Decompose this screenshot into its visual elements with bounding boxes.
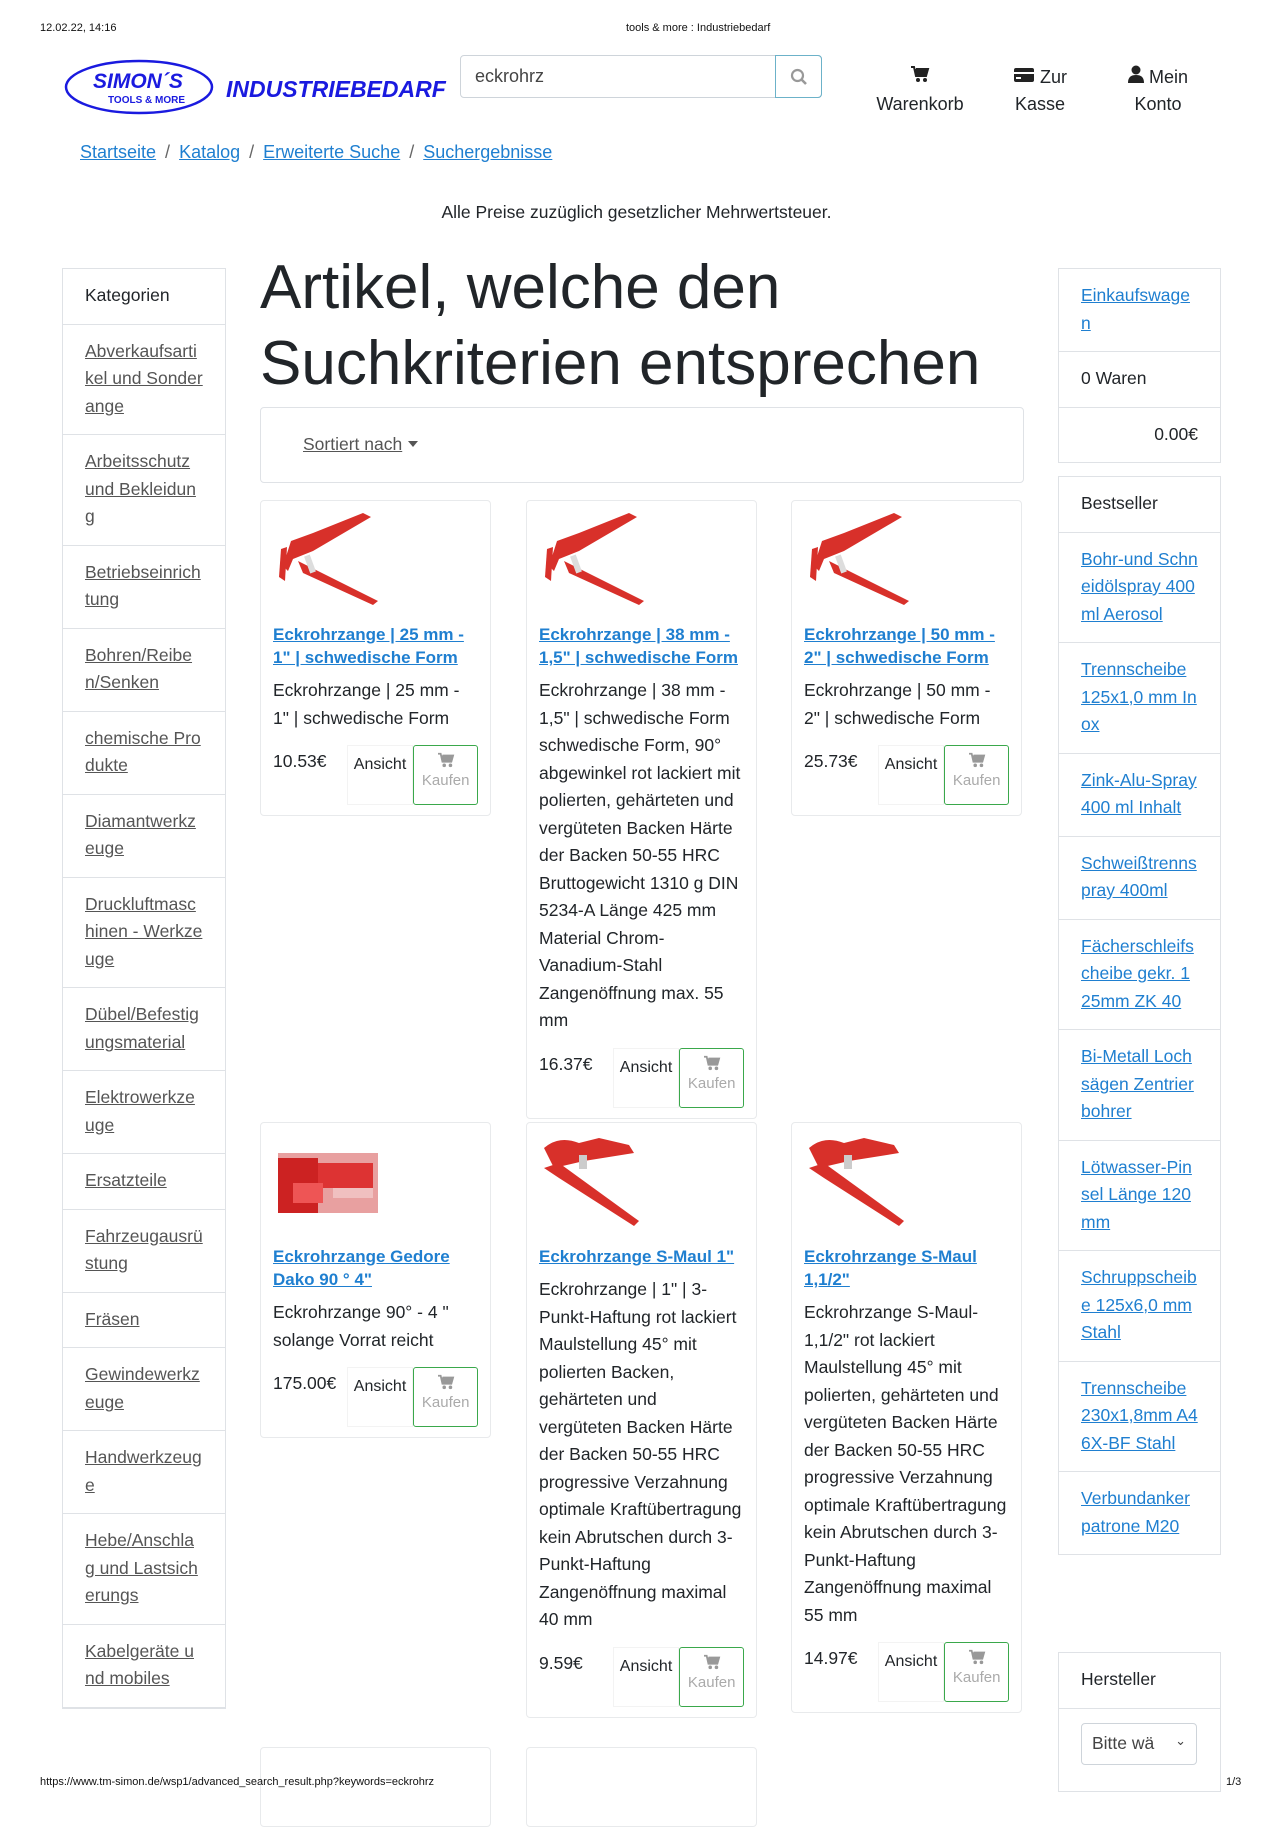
category-link[interactable]: Diamantwerkzeuge — [85, 810, 196, 858]
sidebar-item — [63, 1154, 225, 1210]
cart-icon — [703, 1654, 721, 1670]
product-image — [804, 511, 914, 606]
bestseller-link[interactable]: Trennscheibe 125x1,0 mm Inox — [1081, 659, 1197, 734]
sidebar-item — [63, 1210, 225, 1293]
product-description: Eckrohrzange S-Maul-1,1/2" rot lackiert Maulstellung 45° mit polierten, gehärteten und vergüteten Backen Härte der Backen 50-55 HRC progressive Verzahnung optimale Kraftübertragung kein Abrutschen durch 3-Punkt-Haftung Zangenöffnung maximal 55 mm — [804, 1302, 1007, 1625]
cart-icon — [703, 1055, 721, 1071]
view-button[interactable]: Ansicht — [347, 745, 414, 805]
buy-button[interactable] — [413, 745, 478, 805]
buy-button[interactable] — [679, 1647, 744, 1707]
product-price: 9.59€ — [539, 1652, 583, 1673]
print-datetime: 12.02.22, 14:16 — [40, 22, 117, 34]
svg-text:TOOLS & MORE: TOOLS & MORE — [108, 95, 186, 106]
search-bar — [460, 55, 822, 98]
bestseller-item — [1059, 754, 1220, 837]
buy-label: Kaufen — [421, 1394, 470, 1411]
buy-button[interactable] — [944, 745, 1009, 805]
sidebar-item — [63, 546, 225, 629]
buy-label: Kaufen — [421, 772, 470, 789]
product-description: Eckrohrzange | 38 mm - 1,5" | schwedische Form schwedische Form, 90° abgewinkel rot lackiert mit polierten, gehärteten und vergüteten Backen Härte der Backen 50-55 HRC Bruttogewicht 1310 g DIN 5234-A Länge 425 mm Material Chrom-Vanadium-Stahl Zangenöffnung max. 55 mm — [539, 680, 741, 1030]
sidebar-item — [63, 878, 225, 989]
sidebar-item — [63, 988, 225, 1071]
category-link[interactable]: Dübel/Befestigungsmaterial — [85, 1004, 199, 1052]
category-header: Kategorien — [63, 269, 225, 325]
product-image — [273, 511, 383, 606]
caret-down-icon — [408, 441, 418, 447]
bestseller-item — [1059, 1251, 1220, 1362]
category-link[interactable]: Fräsen — [85, 1308, 140, 1329]
product-price: 16.37€ — [539, 1053, 593, 1074]
product-image-wrap[interactable] — [804, 1133, 1009, 1245]
product-title-link[interactable]: Eckrohrzange | 25 mm - 1" | schwedische Form — [273, 625, 464, 667]
bestseller-link[interactable]: Schweißtrennspray 400ml — [1081, 852, 1197, 900]
bestseller-item — [1059, 1030, 1220, 1141]
cart-total: 0.00€ — [1154, 423, 1198, 444]
category-link[interactable]: Kabelgeräte und mobiles — [85, 1640, 194, 1688]
cart-icon — [968, 752, 986, 768]
buy-button[interactable] — [944, 1642, 1009, 1702]
view-button[interactable]: Ansicht — [878, 1642, 945, 1702]
sidebar-item — [63, 1514, 225, 1625]
bestseller-item — [1059, 643, 1220, 754]
cart-label: Warenkorb — [876, 94, 964, 114]
breadcrumb-startseite[interactable]: Startseite — [80, 142, 157, 162]
svg-text:INDUSTRIEBEDARF: INDUSTRIEBEDARF — [226, 76, 446, 102]
product-image-wrap[interactable] — [539, 511, 744, 623]
bestseller-link[interactable]: Schruppscheibe 125x6,0 mm Stahl — [1081, 1267, 1197, 1342]
product-description: Eckrohrzange | 1" | 3-Punkt-Haftung rot lackiert Maulstellung 45° mit polierten Backen, gehärteten und vergüteten Backen Härte der Backen 50-55 HRC progressive Verzahnung optimale Kraftübertragung kein Abrutschen durch 3-Punkt-Haftung Zangenöffnung maximal 40 mm — [539, 1279, 742, 1629]
view-button[interactable]: Ansicht — [347, 1367, 414, 1427]
sidebar-item — [63, 712, 225, 795]
buy-label: Kaufen — [952, 772, 1001, 789]
bestseller-item — [1059, 1141, 1220, 1252]
bestseller-link[interactable]: Lötwasser-Pinsel Länge 120 mm — [1081, 1156, 1192, 1232]
product-card — [791, 500, 1022, 816]
cart-icon — [910, 65, 930, 83]
breadcrumb-katalog[interactable]: Katalog — [179, 142, 241, 162]
cart-count: 0 Waren — [1059, 352, 1220, 408]
product-image — [804, 1133, 914, 1228]
bestseller-item — [1059, 920, 1220, 1031]
sidebar-item — [63, 1293, 225, 1349]
buy-label: Kaufen — [687, 1673, 736, 1691]
bestseller-item — [1059, 837, 1220, 920]
manufacturer-header: Hersteller — [1059, 1653, 1220, 1709]
cart-nav-button[interactable] — [870, 64, 970, 118]
bestseller-item — [1059, 533, 1220, 644]
category-link[interactable]: Fahrzeugausrüstung — [85, 1225, 203, 1273]
bestseller-link[interactable]: Bi-Metall Lochsägen Zentrierbohrer — [1081, 1046, 1194, 1121]
product-description: Eckrohrzange 90° - 4 " solange Vorrat reicht — [273, 1302, 449, 1350]
sidebar-item — [63, 795, 225, 878]
product-card — [260, 1122, 491, 1438]
product-image — [273, 1133, 383, 1228]
sidebar-item — [63, 1071, 225, 1154]
buy-button[interactable] — [413, 1367, 478, 1427]
sidebar-item — [63, 435, 225, 546]
cart-link[interactable]: Einkaufswagen — [1081, 285, 1190, 333]
manufacturer-select[interactable] — [1081, 1723, 1197, 1765]
bestseller-link[interactable]: Fächerschleifscheibe gekr. 125mm ZK 40 — [1081, 935, 1194, 1011]
svg-text:SIMON´S: SIMON´S — [93, 70, 183, 93]
chevron-down-icon: ⌄ — [1175, 1732, 1186, 1748]
manufacturer-select-value: Bitte wä — [1092, 1732, 1155, 1753]
category-link[interactable]: Abverkaufsartikel und Sonderange — [85, 340, 203, 416]
product-title-link[interactable]: Eckrohrzange Gedore Dako 90 ° 4" — [273, 1247, 450, 1289]
product-price: 175.00€ — [273, 1373, 337, 1393]
product-image-wrap[interactable] — [804, 511, 1009, 623]
view-button[interactable]: Ansicht — [613, 1048, 680, 1108]
product-title-link[interactable]: Eckrohrzange S-Maul 1" — [539, 1247, 735, 1266]
product-image-wrap[interactable] — [273, 1133, 478, 1245]
buy-label: Kaufen — [687, 1074, 736, 1092]
user-icon — [1128, 65, 1144, 83]
sidebar-item — [63, 1431, 225, 1514]
checkout-label-2: Kasse — [1014, 94, 1066, 114]
category-link[interactable]: chemische Produkte — [85, 727, 201, 775]
product-card — [526, 500, 757, 1119]
category-link[interactable]: Bohren/Reiben/Senken — [85, 644, 193, 692]
sort-bar — [260, 407, 1024, 483]
product-price: 25.73€ — [804, 751, 858, 771]
bestseller-link[interactable]: Zink-Alu-Spray 400 ml Inhalt — [1081, 769, 1197, 817]
vat-notice: Alle Preise zuzüglich gesetzlicher Mehrwertsteuer. — [441, 202, 832, 222]
category-link[interactable]: Druckluftmaschinen - Werkzeuge — [85, 893, 203, 969]
bestseller-box — [1058, 476, 1221, 1555]
breadcrumb: Startseite / Katalog / Erweiterte Suche / Suchergebnisse — [80, 142, 553, 162]
manufacturer-box — [1058, 1652, 1221, 1792]
bestseller-header: Bestseller — [1059, 477, 1220, 533]
product-card — [791, 1122, 1022, 1713]
buy-label: Kaufen — [952, 1669, 1001, 1686]
product-title-link[interactable]: Eckrohrzange | 38 mm - 1,5" | schwedische Form — [539, 625, 738, 667]
cart-icon — [437, 1374, 455, 1390]
print-url: https://www.tm-simon.de/wsp1/advanced_search_result.php?keywords=eckrohrz — [40, 1776, 435, 1788]
cart-summary-box — [1058, 268, 1221, 463]
search-icon — [790, 68, 808, 86]
product-title-link[interactable]: Eckrohrzange | 50 mm - 2" | schwedische Form — [804, 625, 995, 667]
buy-button[interactable] — [679, 1048, 744, 1108]
account-nav-button[interactable] — [1110, 64, 1206, 118]
cart-icon — [968, 1649, 986, 1665]
search-input[interactable] — [461, 56, 776, 97]
cart-icon — [437, 752, 455, 768]
account-label-2: Konto — [1134, 94, 1182, 114]
category-link[interactable]: Hebe/Anschlag und Lastsicherungs — [85, 1530, 198, 1605]
product-price: 10.53€ — [273, 751, 327, 771]
credit-card-icon — [1013, 67, 1035, 83]
checkout-nav-button[interactable] — [995, 64, 1085, 118]
product-card — [526, 1747, 757, 1827]
sidebar-item — [63, 325, 225, 436]
sidebar-item — [63, 629, 225, 712]
sidebar-item — [63, 1348, 225, 1431]
bestseller-link[interactable]: Verbundanker patrone M20 — [1081, 1488, 1190, 1536]
search-button[interactable] — [775, 55, 822, 98]
product-image-wrap[interactable] — [273, 511, 478, 623]
category-link[interactable]: Handwerkzeuge — [85, 1447, 202, 1495]
page-title: Artikel, welche den Suchkriterien entsprechen — [260, 253, 981, 398]
product-title-link[interactable]: Eckrohrzange S-Maul 1,1/2" — [804, 1247, 977, 1289]
account-label-1: Mein — [1149, 67, 1189, 87]
category-sidebar — [62, 268, 226, 1709]
category-link[interactable]: Arbeitsschutz und Bekleidung — [85, 451, 196, 526]
sidebar-item — [63, 1625, 225, 1708]
product-description: Eckrohrzange | 25 mm - 1" | schwedische Form — [273, 680, 460, 728]
category-link[interactable]: Betriebseinrichtung — [85, 561, 201, 609]
product-image-wrap[interactable] — [539, 1133, 744, 1245]
bestseller-link[interactable]: Bohr-und Schneidölspray 400 ml Aerosol — [1081, 548, 1198, 624]
breadcrumb-erweiterte-suche[interactable]: Erweiterte Suche — [263, 142, 401, 162]
bestseller-item — [1059, 1362, 1220, 1473]
bestseller-link[interactable]: Trennscheibe 230x1,8mm A46X-BF Stahl — [1081, 1377, 1198, 1453]
category-link[interactable]: Elektrowerkzeuge — [85, 1087, 195, 1135]
sort-dropdown[interactable] — [303, 434, 418, 455]
category-link[interactable]: Ersatzteile — [85, 1170, 167, 1190]
category-link[interactable]: Gewindewerkzeuge — [85, 1364, 200, 1412]
bestseller-item — [1059, 1472, 1220, 1554]
print-title: tools & more : Industriebedarf — [626, 22, 771, 34]
product-card — [526, 1122, 757, 1718]
view-button[interactable]: Ansicht — [878, 745, 945, 805]
view-button[interactable]: Ansicht — [613, 1647, 680, 1707]
checkout-label-1: Zur — [1040, 67, 1067, 87]
print-page: 1/3 — [1226, 1776, 1242, 1788]
sort-label: Sortiert nach — [303, 434, 403, 454]
product-image — [539, 511, 649, 606]
product-description: Eckrohrzange | 50 mm - 2" | schwedische Form — [804, 680, 991, 728]
product-card — [260, 500, 491, 816]
product-price: 14.97€ — [804, 1648, 858, 1668]
breadcrumb-suchergebnisse[interactable]: Suchergebnisse — [423, 142, 553, 162]
site-logo[interactable] — [63, 58, 446, 118]
product-image — [539, 1133, 649, 1228]
